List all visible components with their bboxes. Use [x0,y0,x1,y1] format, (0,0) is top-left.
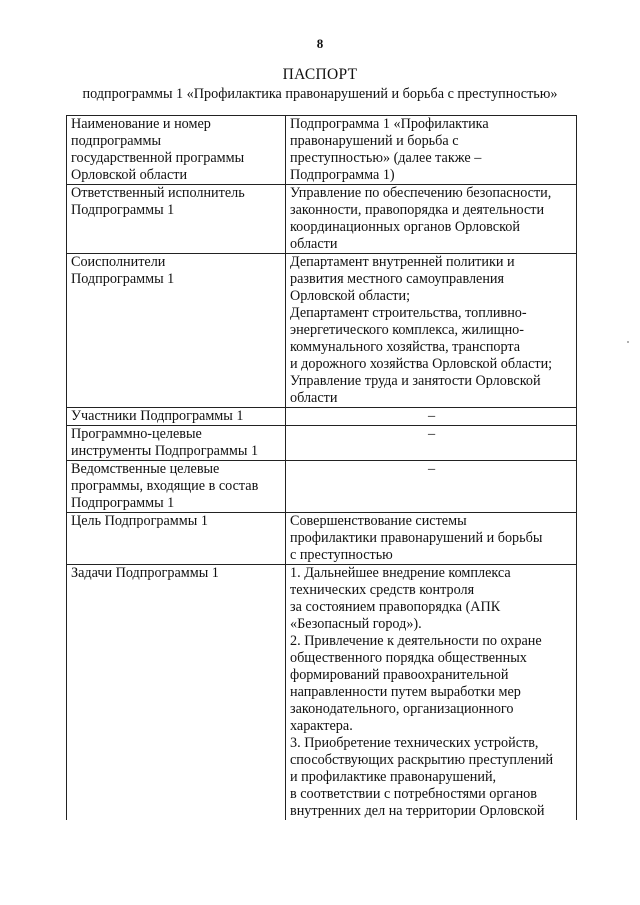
row-value-cell [286,185,577,254]
row-label-line: Подпрограммы 1 [71,495,175,511]
row-value-line: профилактики правонарушений и борьбы [290,530,543,546]
row-value-line: законодательного, организационного [290,701,514,717]
row-value-line: способствующих раскрытию преступлений [290,752,554,768]
row-value-line: «Безопасный город»). [290,616,422,632]
empty-value-dash: – [427,408,436,424]
row-label-line: государственной программы [71,150,245,166]
row-value-line: за состоянием правопорядка (АПК [290,599,501,615]
table-row [67,513,577,565]
table-row [67,254,577,408]
row-label-line: Ответственный исполнитель [71,185,245,201]
passport-table-body [67,116,577,821]
document-subtitle: подпрограммы 1 «Профилактика правонарушений и борьба с преступностью» [82,86,558,102]
row-value-line: законности, правопорядка и деятельности [290,202,545,218]
row-value-line: области [290,390,338,406]
row-label-line: Подпрограммы 1 [71,202,175,218]
row-value-line: развития местного самоуправления [290,271,505,287]
row-label-line: инструменты Подпрограммы 1 [71,443,259,459]
table-row [67,426,577,461]
table-row [67,461,577,513]
row-value-line: общественного порядка общественных [290,650,527,666]
table-row [67,565,577,821]
row-label-cell [67,116,286,185]
row-label-cell [67,254,286,408]
row-value-cell [286,461,577,513]
table-row [67,408,577,426]
row-value-line: преступностью» (далее также – [290,150,482,166]
row-value-line: Департамент внутренней политики и [290,254,515,270]
row-value-line: области [290,236,338,252]
row-value-line: характера. [290,718,353,734]
empty-value-dash: – [427,426,436,442]
row-label-line: подпрограммы [71,133,161,149]
row-value-cell [286,116,577,185]
row-value-line: коммунального хозяйства, транспорта [290,339,521,355]
row-value-line: Департамент строительства, топливно- [290,305,527,321]
row-label-cell [67,408,286,426]
row-value-cell [286,408,577,426]
table-row [67,185,577,254]
row-label-cell [67,461,286,513]
row-value-line: правонарушений и борьба с [290,133,459,149]
row-value-line: технических средств контроля [290,582,475,598]
row-value-line: Управление по обеспечению безопасности, [290,185,552,201]
row-value-line: 3. Приобретение технических устройств, [290,735,539,751]
row-label-line: Программно-целевые [71,426,202,442]
row-label-cell [67,513,286,565]
row-value-cell [286,565,577,821]
row-value-line: 2. Привлечение к деятельности по охране [290,633,542,649]
row-value-cell [286,513,577,565]
passport-table [66,115,577,820]
row-label-line: программы, входящие в состав [71,478,259,494]
row-value-line: внутренних дел на территории Орловской [290,803,545,819]
row-value-line: энергетического комплекса, жилищно- [290,322,524,338]
page-number: 8 [316,36,324,51]
row-label-line: Наименование и номер [71,116,211,132]
row-label-line: Орловской области [71,167,188,183]
row-value-line: координационных органов Орловской [290,219,520,235]
row-value-line: направленности путем выработки мер [290,684,521,700]
row-label-line: Подпрограммы 1 [71,271,175,287]
row-label-line: Задачи Подпрограммы 1 [71,565,219,581]
row-label-line: Соисполнители [71,254,166,270]
row-value-line: Подпрограмма 1) [290,167,395,183]
row-value-line: Управление труда и занятости Орловской [290,373,541,389]
row-label-cell [67,565,286,821]
row-value-line: Орловской области; [290,288,411,304]
row-value-line: и дорожного хозяйства Орловской области; [290,356,553,372]
empty-value-dash: – [427,461,436,477]
row-value-cell [286,426,577,461]
row-label-line: Цель Подпрограммы 1 [71,513,208,529]
row-label-line: Ведомственные целевые [71,461,220,477]
row-value-line: 1. Дальнейшее внедрение комплекса [290,565,511,581]
row-value-line: формирований правоохранительной [290,667,509,683]
row-value-line: Совершенствование системы [290,513,467,529]
row-label-cell [67,426,286,461]
scan-artifact [627,341,629,343]
document-title: ПАСПОРТ [282,66,358,83]
row-label-line: Участники Подпрограммы 1 [71,408,244,424]
row-value-line: в соответствии с потребностями органов [290,786,537,802]
row-value-line: Подпрограмма 1 «Профилактика [290,116,489,132]
row-value-line: и профилактике правонарушений, [290,769,497,785]
row-value-cell [286,254,577,408]
table-row [67,116,577,185]
row-label-cell [67,185,286,254]
row-value-line: с преступностью [290,547,393,563]
